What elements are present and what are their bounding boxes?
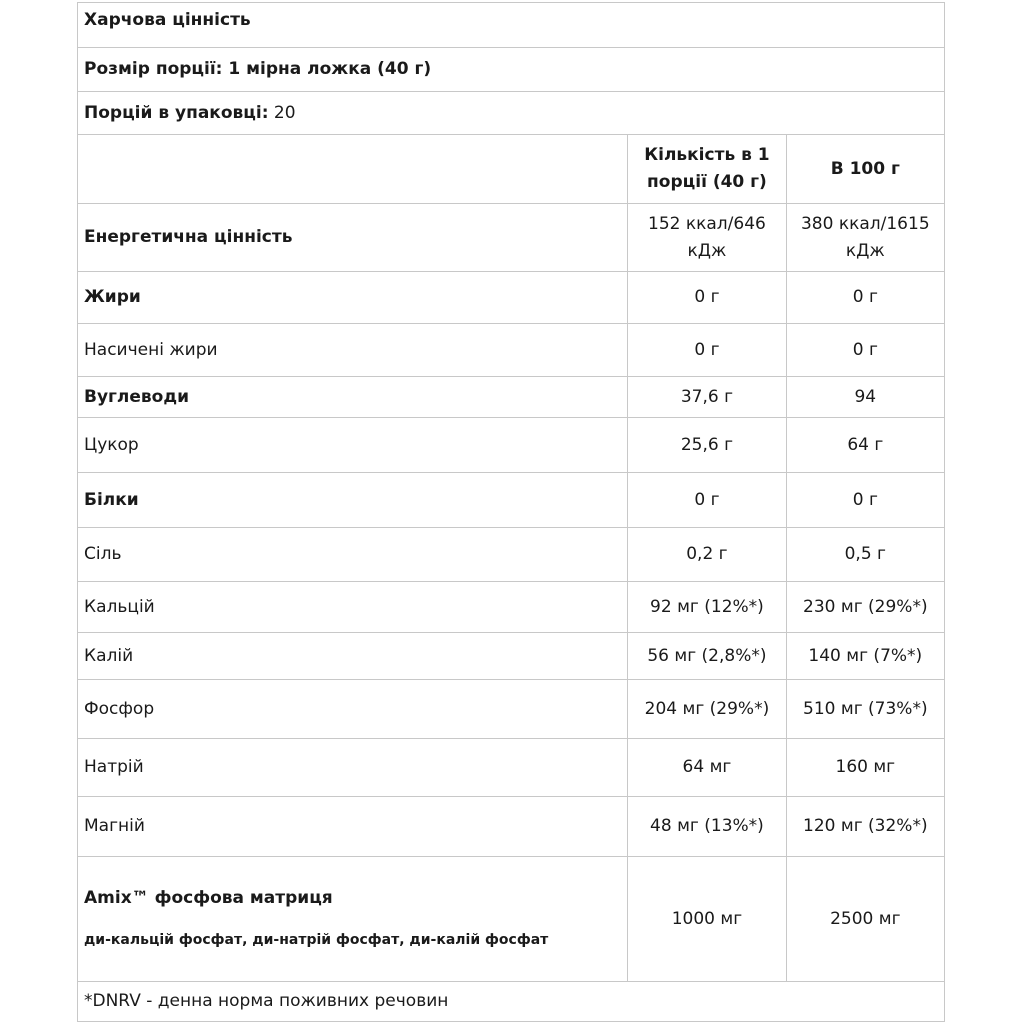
- value-per-100: 0 г: [786, 473, 944, 528]
- value-per-serving: 48 мг (13%*): [628, 797, 786, 857]
- header-row: [78, 135, 945, 204]
- header-empty: [78, 135, 628, 204]
- value-per-serving: 0 г: [628, 324, 786, 377]
- nutrient-name: Вуглеводи: [78, 377, 628, 418]
- value-per-serving: 64 мг: [628, 739, 786, 797]
- value-per-100: 64 г: [786, 418, 944, 473]
- complex-per-serving: 1000 мг: [628, 857, 786, 982]
- complex-per-100: 2500 мг: [786, 857, 944, 982]
- servings-value: 20: [273, 102, 296, 123]
- value-per-100: 510 мг (73%*): [786, 680, 944, 739]
- complex-ingredients: ди-кальцій фосфат, ди-натрій фосфат, ди-калій фосфат: [84, 931, 549, 948]
- servings-cell: [78, 92, 945, 135]
- value-per-serving: 204 мг (29%*): [628, 680, 786, 739]
- nutrient-name: Білки: [78, 473, 628, 528]
- title-row: [78, 3, 945, 48]
- value-per-100: 120 мг (32%*): [786, 797, 944, 857]
- table-row: [78, 418, 945, 473]
- table-title: Харчова цінність: [78, 3, 945, 48]
- nutrient-name: Сіль: [78, 528, 628, 582]
- value-per-100: 140 мг (7%*): [786, 633, 944, 680]
- value-per-100: 230 мг (29%*): [786, 582, 944, 633]
- nutrient-name: Цукор: [78, 418, 628, 473]
- table-row: [78, 377, 945, 418]
- table-row: [78, 633, 945, 680]
- value-per-100: 0 г: [786, 324, 944, 377]
- value-per-100: 94: [786, 377, 944, 418]
- complex-row: [78, 857, 945, 982]
- table-row: [78, 739, 945, 797]
- value-per-100: 0 г: [786, 272, 944, 324]
- value-per-serving: 25,6 г: [628, 418, 786, 473]
- servings-row: [78, 92, 945, 135]
- footnote: *DNRV - денна норма поживних речовин: [78, 982, 945, 1022]
- value-per-100: 0,5 г: [786, 528, 944, 582]
- table-row: [78, 582, 945, 633]
- value-per-serving: 37,6 г: [628, 377, 786, 418]
- nutrient-name: Калій: [78, 633, 628, 680]
- nutrient-name: Фосфор: [78, 680, 628, 739]
- value-per-100: 380 ккал/1615 кДж: [786, 204, 944, 272]
- nutrient-name: Кальцій: [78, 582, 628, 633]
- complex-name: Amix™ фосфова матриця: [84, 887, 333, 908]
- table-row: [78, 272, 945, 324]
- servings-label: Порцій в упаковці:: [84, 102, 269, 123]
- value-per-serving: 0,2 г: [628, 528, 786, 582]
- value-per-serving: 0 г: [628, 272, 786, 324]
- complex-cell: [78, 857, 628, 982]
- nutrient-name: Натрій: [78, 739, 628, 797]
- table-row: [78, 473, 945, 528]
- table-row: [78, 680, 945, 739]
- table-row: [78, 204, 945, 272]
- nutrient-name: Жири: [78, 272, 628, 324]
- value-per-serving: 92 мг (12%*): [628, 582, 786, 633]
- value-per-serving: 152 ккал/646 кДж: [628, 204, 786, 272]
- nutrient-name: Магній: [78, 797, 628, 857]
- footnote-row: [78, 982, 945, 1022]
- table-row: [78, 797, 945, 857]
- header-per-100: В 100 г: [786, 135, 944, 204]
- serving-size-row: [78, 48, 945, 92]
- value-per-serving: 56 мг (2,8%*): [628, 633, 786, 680]
- nutrient-name: Енергетична цінність: [78, 204, 628, 272]
- nutrition-table: [77, 2, 945, 1022]
- serving-size: Розмір порції: 1 мірна ложка (40 г): [78, 48, 945, 92]
- nutrient-name: Насичені жири: [78, 324, 628, 377]
- table-row: [78, 324, 945, 377]
- header-per-serving: Кількість в 1 порції (40 г): [628, 135, 786, 204]
- table-row: [78, 528, 945, 582]
- value-per-100: 160 мг: [786, 739, 944, 797]
- value-per-serving: 0 г: [628, 473, 786, 528]
